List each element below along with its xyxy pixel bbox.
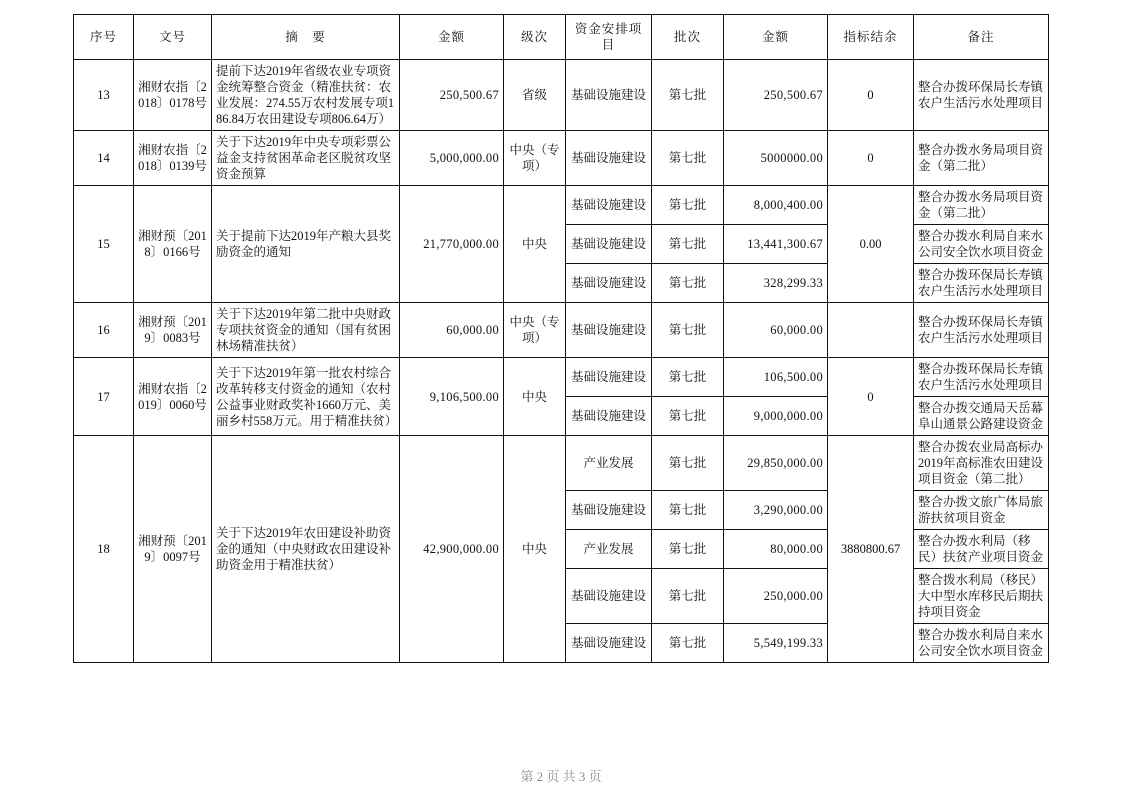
header-level: 级次 [504, 15, 566, 60]
cell-level: 中央（专项） [504, 303, 566, 358]
cell-balance [828, 303, 914, 358]
cell-project: 基础设施建设 [566, 186, 652, 225]
cell-line-amount: 60,000.00 [724, 303, 828, 358]
cell-summary: 关于下达2019年第一批农村综合改革转移支付资金的通知（农村公益事业财政奖补1660万元、美丽乡村558万元。用于精准扶贫） [212, 358, 400, 436]
cell-remark: 整合办拨交通局天岳幕阜山通景公路建设资金 [914, 397, 1049, 436]
cell-line-amount: 5000000.00 [724, 131, 828, 186]
table-row [74, 186, 1049, 225]
cell-balance: 0.00 [828, 186, 914, 303]
cell-line-amount: 29,850,000.00 [724, 436, 828, 491]
cell-batch: 第七批 [652, 60, 724, 131]
cell-doc-no: 湘财农指〔2019〕0060号 [134, 358, 212, 436]
cell-project: 基础设施建设 [566, 491, 652, 530]
cell-batch: 第七批 [652, 491, 724, 530]
cell-balance: 3880800.67 [828, 436, 914, 663]
cell-seq: 15 [74, 186, 134, 303]
table-row [74, 436, 1049, 491]
cell-amount: 9,106,500.00 [400, 358, 504, 436]
cell-seq: 17 [74, 358, 134, 436]
fund-allocation-table [73, 14, 1049, 663]
cell-line-amount: 3,290,000.00 [724, 491, 828, 530]
cell-batch: 第七批 [652, 530, 724, 569]
cell-batch: 第七批 [652, 358, 724, 397]
cell-amount: 5,000,000.00 [400, 131, 504, 186]
cell-batch: 第七批 [652, 131, 724, 186]
cell-line-amount: 9,000,000.00 [724, 397, 828, 436]
cell-batch: 第七批 [652, 397, 724, 436]
cell-line-amount: 8,000,400.00 [724, 186, 828, 225]
cell-remark: 整合办拨文旅广体局旅游扶贫项目资金 [914, 491, 1049, 530]
header-project: 资金安排项目 [566, 15, 652, 60]
cell-remark: 整合办拨环保局长寿镇农户生活污水处理项目 [914, 303, 1049, 358]
cell-line-amount: 250,000.00 [724, 569, 828, 624]
cell-doc-no: 湘财预〔2018〕0166号 [134, 186, 212, 303]
cell-line-amount: 250,500.67 [724, 60, 828, 131]
cell-remark: 整合办拨环保局长寿镇农户生活污水处理项目 [914, 60, 1049, 131]
table-header-row [74, 15, 1049, 60]
table-row [74, 60, 1049, 131]
cell-project: 基础设施建设 [566, 60, 652, 131]
cell-project: 产业发展 [566, 436, 652, 491]
cell-level: 中央 [504, 436, 566, 663]
header-amount: 金额 [400, 15, 504, 60]
cell-level: 省级 [504, 60, 566, 131]
cell-amount: 60,000.00 [400, 303, 504, 358]
cell-batch: 第七批 [652, 569, 724, 624]
cell-summary: 提前下达2019年省级农业专项资金统筹整合资金（精准扶贫：农业发展：274.55万农村发展专项186.84万农田建设专项806.64万） [212, 60, 400, 131]
cell-line-amount: 80,000.00 [724, 530, 828, 569]
cell-project: 基础设施建设 [566, 358, 652, 397]
cell-line-amount: 5,549,199.33 [724, 624, 828, 663]
header-seq: 序号 [74, 15, 134, 60]
header-batch: 批次 [652, 15, 724, 60]
cell-balance: 0 [828, 358, 914, 436]
cell-remark: 整合拨水利局（移民）大中型水库移民后期扶持项目资金 [914, 569, 1049, 624]
cell-remark: 整合办拨水利局自来水公司安全饮水项目资金 [914, 624, 1049, 663]
cell-remark: 整合办拨水务局项目资金（第二批） [914, 186, 1049, 225]
cell-line-amount: 106,500.00 [724, 358, 828, 397]
cell-line-amount: 13,441,300.67 [724, 225, 828, 264]
cell-doc-no: 湘财农指〔2018〕0139号 [134, 131, 212, 186]
cell-batch: 第七批 [652, 624, 724, 663]
table-row [74, 131, 1049, 186]
cell-project: 产业发展 [566, 530, 652, 569]
cell-summary: 关于下达2019年中央专项彩票公益金支持贫困革命老区脱贫攻坚资金预算 [212, 131, 400, 186]
cell-project: 基础设施建设 [566, 624, 652, 663]
cell-seq: 18 [74, 436, 134, 663]
cell-seq: 16 [74, 303, 134, 358]
header-balance: 指标结余 [828, 15, 914, 60]
cell-project: 基础设施建设 [566, 131, 652, 186]
table-row [74, 303, 1049, 358]
cell-batch: 第七批 [652, 303, 724, 358]
cell-project: 基础设施建设 [566, 303, 652, 358]
cell-doc-no: 湘财预〔2019〕0097号 [134, 436, 212, 663]
cell-level: 中央 [504, 358, 566, 436]
cell-summary: 关于下达2019年农田建设补助资金的通知（中央财政农田建设补助资金用于精准扶贫） [212, 436, 400, 663]
cell-doc-no: 湘财农指〔2018〕0178号 [134, 60, 212, 131]
cell-amount: 250,500.67 [400, 60, 504, 131]
cell-remark: 整合办拨水利局（移民）扶贫产业项目资金 [914, 530, 1049, 569]
header-summary: 摘 要 [212, 15, 400, 60]
cell-remark: 整合办拨水利局自来水公司安全饮水项目资金 [914, 225, 1049, 264]
cell-seq: 14 [74, 131, 134, 186]
cell-project: 基础设施建设 [566, 225, 652, 264]
cell-summary: 关于提前下达2019年产粮大县奖励资金的通知 [212, 186, 400, 303]
cell-seq: 13 [74, 60, 134, 131]
cell-remark: 整合办拨环保局长寿镇农户生活污水处理项目 [914, 264, 1049, 303]
header-remark: 备注 [914, 15, 1049, 60]
page-footer: 第 2 页 共 3 页 [520, 769, 602, 784]
cell-project: 基础设施建设 [566, 569, 652, 624]
cell-project: 基础设施建设 [566, 397, 652, 436]
cell-amount: 42,900,000.00 [400, 436, 504, 663]
cell-remark: 整合办拨环保局长寿镇农户生活污水处理项目 [914, 358, 1049, 397]
cell-remark: 整合办拨农业局高标办2019年高标准农田建设项目资金（第二批） [914, 436, 1049, 491]
cell-batch: 第七批 [652, 436, 724, 491]
cell-balance: 0 [828, 60, 914, 131]
cell-batch: 第七批 [652, 186, 724, 225]
cell-level: 中央 [504, 186, 566, 303]
cell-balance: 0 [828, 131, 914, 186]
cell-summary: 关于下达2019年第二批中央财政专项扶贫资金的通知（国有贫困林场精准扶贫） [212, 303, 400, 358]
cell-project: 基础设施建设 [566, 264, 652, 303]
header-line-amount: 金额 [724, 15, 828, 60]
cell-batch: 第七批 [652, 225, 724, 264]
cell-doc-no: 湘财预〔2019〕0083号 [134, 303, 212, 358]
cell-amount: 21,770,000.00 [400, 186, 504, 303]
cell-level: 中央（专项） [504, 131, 566, 186]
cell-remark: 整合办拨水务局项目资金（第二批） [914, 131, 1049, 186]
header-doc-no: 文号 [134, 15, 212, 60]
cell-batch: 第七批 [652, 264, 724, 303]
table-row [74, 358, 1049, 397]
cell-line-amount: 328,299.33 [724, 264, 828, 303]
table-body [74, 60, 1049, 663]
